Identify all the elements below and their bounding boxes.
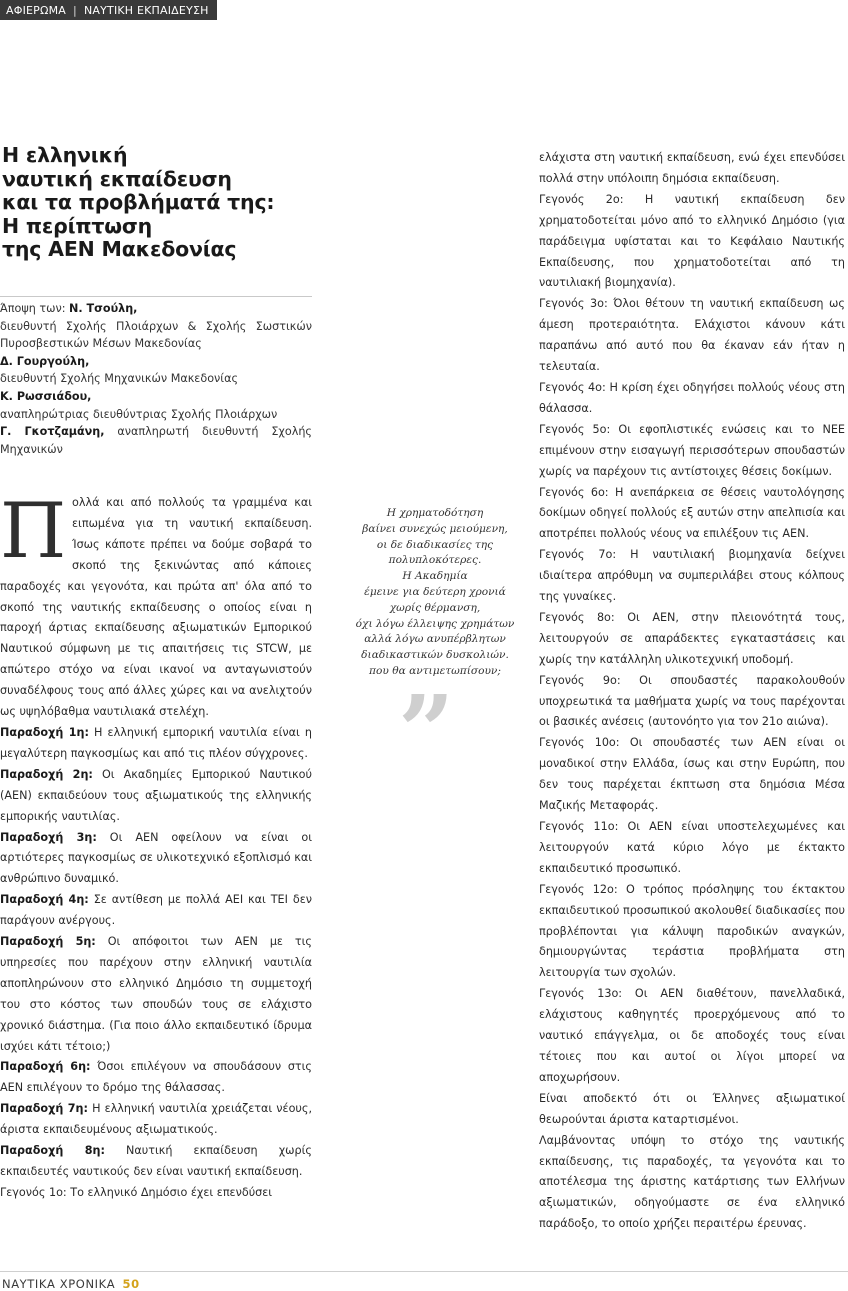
magazine-name: ΝΑΥΤΙΚΑ ΧΡΟΝΙΚΑ <box>2 1277 116 1291</box>
paradox-paragraph <box>0 890 312 932</box>
body-column-right <box>539 148 845 1235</box>
paradox-paragraph <box>0 828 312 891</box>
fact-paragraph: ελάχιστα στη ναυτική εκπαίδευση, ενώ έχει επενδύσει πολλά στην υπόλοιπη δημόσια εκπαίδευση. <box>539 151 845 185</box>
quote-line: οι δε διαδικασίες της <box>376 538 494 551</box>
byline-line-author-4 <box>0 423 312 441</box>
paradox-paragraph <box>0 1141 312 1183</box>
author-role-4a: αναπληρωτή διευθυντή Σχολής <box>117 425 312 439</box>
title-line: και τα προβλήματά της: <box>2 190 275 214</box>
paradox-paragraph <box>0 723 312 765</box>
paradox-label: Παραδοχή 8η: <box>0 1144 105 1158</box>
quote-line: έμεινε για δεύτερη χρονιά <box>364 585 506 598</box>
fact-paragraph: Γεγονός 9ο: Οι σπουδαστές παρακολουθούν υποχρεωτικά τα μαθήματα χωρίς να τους παρέχονται οι βασικές ανέσεις (αυτονόητο για τον 21ο αιώνα). <box>539 673 845 729</box>
paradox-paragraph <box>0 765 312 828</box>
fact-paragraph: Γεγονός 4ο: Η κρίση έχει οδηγήσει πολλούς νέους στη θάλασσα. <box>539 380 845 415</box>
paradox-text: Οι Ακαδημίες Εμπορικού Ναυτικού (ΑΕΝ) εκπαιδεύουν τους αξιωματικούς της ελληνικής εμπορικής ναυτιλίας. <box>0 767 312 823</box>
author-role-1b: Πυροσβεστικών Μέσων Μακεδονίας <box>0 337 202 351</box>
drop-cap: Π <box>0 486 67 575</box>
quote-line: Η Ακαδημία <box>402 570 468 583</box>
paradox-label: Παραδοχή 3η: <box>0 830 97 844</box>
conclusion-paragraph: Είναι αποδεκτό ότι οι Έλληνες αξιωματικοί θεωρούνται άριστα καταρτισμένοι. <box>539 1091 845 1126</box>
byline-divider <box>0 296 312 297</box>
paradox-text: Ναυτική εκπαίδευση χωρίς εκπαιδευτές ναυτικούς δεν είναι ναυτική εκπαίδευση. <box>0 1144 313 1178</box>
fact-paragraph: Γεγονός 3ο: Όλοι θέτουν τη ναυτική εκπαίδευση ως άμεση προτεραιότητα. Ελάχιστοι κάνουν κάτι παραπάνω από αυτό που θα έκαναν εάν ήταν η τελευταία. <box>539 297 845 374</box>
paradox-text: Όσοι επιλέγουν να σπουδάσουν στις ΑΕΝ επιλέγουν το δρόμο της θάλασσας. <box>0 1060 312 1095</box>
quote-line: όχι λόγω έλλειψης χρημάτων <box>355 617 515 630</box>
quote-line: Η χρηματοδότηση <box>386 507 484 519</box>
closing-quote-icon: ” <box>398 675 455 790</box>
paradox-label: Παραδοχή 5η: <box>0 935 96 949</box>
pull-quote <box>342 506 528 680</box>
fact-paragraph: Γεγονός 7ο: Η ναυτιλιακή βιομηχανία δείχνει ιδιαίτερα απρόθυμη να συμπεριλάβει στους κόλπους της γυναίκες. <box>539 548 845 604</box>
paradox-text: Η ελληνική ναυτιλία χρειάζεται νέους, άριστα εκπαιδευμένους αξιωματικούς. <box>0 1102 313 1137</box>
title-line: Η ελληνική <box>2 143 128 167</box>
title-line: της ΑΕΝ Μακεδονίας <box>2 237 237 261</box>
author-name-2: Δ. Γουργούλη, <box>0 354 90 368</box>
article-title <box>2 144 302 262</box>
paradox-paragraph <box>0 1099 312 1141</box>
author-name-1: Ν. Τσούλη, <box>69 302 138 315</box>
author-role-4b: Μηχανικών <box>0 442 63 456</box>
quote-line: πολυπλοκότερες. <box>388 554 482 567</box>
title-line: ναυτική εκπαίδευση <box>2 166 232 191</box>
fact-paragraph: Γεγονός 2ο: Η ναυτική εκπαίδευση δεν χρηματοδοτείται μόνο από το ελληνικό Δημόσιο (για παράδειγμα υφίσταται και το Κεφάλαιο Ναυτικής Εκπαίδευσης, που χρηματοδοτείται από τη ναυτιλιακή βιομηχανία). <box>539 192 845 290</box>
paradox-paragraph <box>0 932 312 1057</box>
author-role-3: αναπληρώτριας διευθύντριας Σχολής Πλοιάρχων <box>0 407 278 421</box>
intro-text: ολλά και από πολλούς τα γραμμένα και ειπωμένα για τη ναυτική εκπαίδευση. Ίσως κάποτε πρέπει να δούμε σοβαρά το σκοπό της ξεκινώντας από κάποιες παραδοχές και γεγονότα, και πρώτα απ' όλα από το σκοπό της ναυτικής εκπαίδευσης ο οποίος είναι η παροχή άρτιας εκπαίδευσης αξιωματικών Εμπορικού Ναυτικού σύμφωνη με τις απαιτήσεις τις STCW, με απώτερο στόχο να είναι ικανοί να ανταγωνιστούν συναδέλφους τους από άλλες χώρες και να ανελιχτούν ως υψηλόβαθμα ναυτιλιακά στελέχη. <box>0 496 312 719</box>
byline <box>0 300 312 458</box>
section-separator: | <box>73 3 77 17</box>
conclusion-paragraph: Λαμβάνοντας υπόψη το στόχο της ναυτικής εκπαίδευσης, τις παραδοχές, τα γεγονότα και το αποτέλεσμα της άριστης κατάρτισης των Ελλήνων αξιωματικών, οδηγούμαστε σε ένα ελληνικό παράδοξο, το οποίο χρήζει περαιτέρω έρευνας. <box>539 1133 845 1231</box>
quote-line: βαίνει συνεχώς μειούμενη, <box>362 522 508 535</box>
paradox-paragraph <box>0 1057 312 1099</box>
paradox-label: Παραδοχή 7η: <box>0 1102 88 1116</box>
title-line: Η περίπτωση <box>2 213 153 238</box>
page-number: 50 <box>122 1277 140 1291</box>
category-label: ΝΑΥΤΙΚΗ ΕΚΠΑΙΔΕΥΣΗ <box>83 3 209 17</box>
paradox-text: Η ελληνική εμπορική ναυτιλία είναι η μεγαλύτερη παγκοσμίως και από τις πλέον σύγχρονες. <box>0 725 313 760</box>
fact-paragraph: Γεγονός 6ο: Η ανεπάρκεια σε θέσεις ναυτολόγησης δοκίμων οδηγεί πολλούς εξ αυτών στην απελπισία και αποτρέπει πολλούς νέους να επιλέξουν τις ΑΕΝ. <box>539 485 845 541</box>
fact-paragraph: Γεγονός 1ο: Το ελληνικό Δημόσιο έχει επενδύσει <box>0 1185 273 1199</box>
paradox-label: Παραδοχή 1η: <box>0 725 89 739</box>
paradox-label: Παραδοχή 6η: <box>0 1060 91 1074</box>
fact-paragraph: Γεγονός 12ο: Ο τρόπος πρόσληψης του έκτακτου εκπαιδευτικού προσωπικού ακολουθεί διαδικασίες που προβλέπονται για κάλυψη παροδικών αναγκών, δημιουργώντας τεράστια προβλήματα στη λειτουργία των σχολών. <box>539 882 845 980</box>
paradox-text: Οι ΑΕΝ οφείλουν να είναι οι αρτιότερες παγκοσμίως σε υλικοτεχνικό εξοπλισμό και ανθρώπινο δυναμικό. <box>0 830 312 886</box>
author-role-1a: διευθυντή Σχολής Πλοιάρχων & Σχολής Σωστικών <box>0 319 312 333</box>
author-name-4: Γ. Γκοτζαμάνη, <box>0 425 105 439</box>
fact-paragraph: Γεγονός 10ο: Οι σπουδαστές των ΑΕΝ είναι οι μοναδικοί στην Ελλάδα, ίσως και στην Ευρώπη, που δεν τους παρέχεται έκπτωση στα δημόσια Μέσα Μαζικής Μεταφοράς. <box>539 736 845 813</box>
fact-paragraph: Γεγονός 8ο: Οι ΑΕΝ, στην πλειονότητά τους, λειτουργούν σε απαράδεκτες εγκαταστάσεις και χωρίς την κατάλληλη υλικοτεχνική υποδομή. <box>539 610 845 666</box>
author-role-2: διευθυντή Σχολής Μηχανικών Μακεδονίας <box>0 372 239 386</box>
intro-paragraph <box>0 486 312 723</box>
fact-paragraph: Γεγονός 13ο: Οι ΑΕΝ διαθέτουν, πανελλαδικά, ελάχιστους καθηγητές προερχόμενους από το ναυτικό επάγγελμα, οι δε αποδοχές τους είναι τέτοιες που και αυτοί οι λίγοι μπορεί να αποχωρήσουν. <box>539 987 845 1084</box>
quote-line: αλλά λόγω ανυπέρβλητων <box>364 633 506 646</box>
quote-line: χωρίς θέρμανση, <box>389 601 481 614</box>
quote-line: διαδικαστικών δυσκολιών. <box>361 649 509 662</box>
paradox-label: Παραδοχή 2η: <box>0 767 93 781</box>
byline-line-1 <box>0 300 312 318</box>
page-footer <box>2 1277 140 1291</box>
section-tag <box>0 0 217 20</box>
paradox-text: Οι απόφοιτοι των ΑΕΝ με τις υπηρεσίες που παρέχουν στην ελληνική ναυτιλία αποπληρώνουν στο ελληνικό Δημόσιο τη συμμετοχή του στο κόστος των σπουδών τους σε ελάχιστο χρονικό διάστημα. (Για ποιο άλλο εκπαιδευτικό ίδρυμα ισχύει κάτι τέτοιο;) <box>0 935 312 1053</box>
section-label: ΑΦΙΕΡΩΜΑ <box>6 3 67 17</box>
fact-paragraph: Γεγονός 5ο: Οι εφοπλιστικές ενώσεις και το ΝΕΕ επιμένουν στην εισαγωγή περισσότερων σπουδαστών χωρίς να παρέχουν τις αντίστοιχες θέσεις δοκίμων. <box>539 422 845 478</box>
body-column-left <box>0 486 313 1204</box>
quote-line: που θα αντιμετωπίσουν; <box>369 664 501 677</box>
byline-intro: Άποψη των: <box>0 302 66 315</box>
footer-divider <box>0 1271 848 1272</box>
paradox-text: Σε αντίθεση με πολλά ΑΕΙ και ΤΕΙ δεν παράγουν ανέργους. <box>0 893 312 928</box>
paradox-label: Παραδοχή 4η: <box>0 893 89 907</box>
author-name-3: Κ. Ρωσσιάδου, <box>0 389 92 403</box>
fact-paragraph: Γεγονός 11ο: Οι ΑΕΝ είναι υποστελεχωμένες και λειτουργούν κατά κύριο λόγο με έκτακτο εκπαιδευτικό προσωπικό. <box>539 820 845 875</box>
